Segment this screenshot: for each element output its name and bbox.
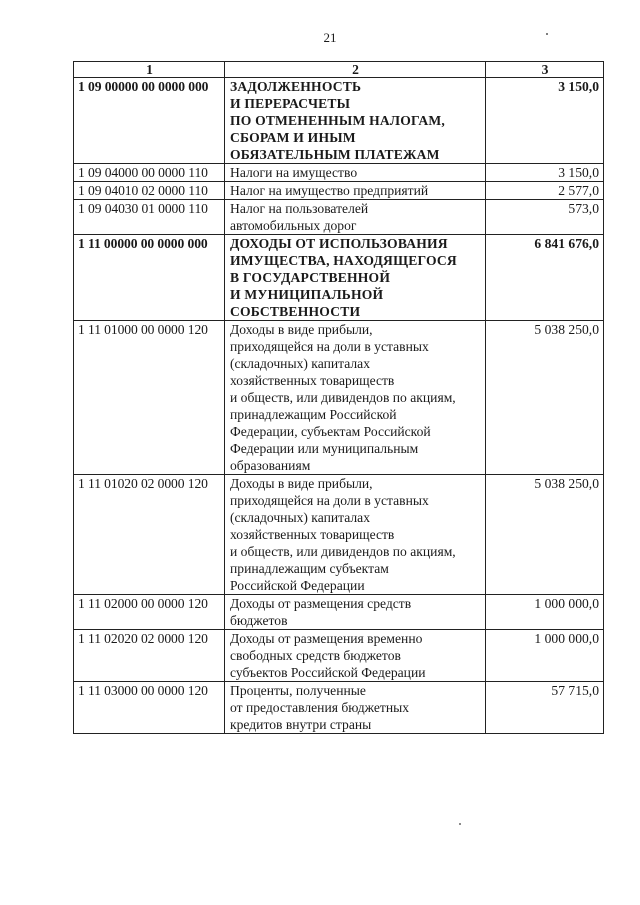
budget-classification-code: 1 09 00000 00 0000 000	[74, 78, 225, 164]
table-row	[74, 182, 604, 200]
revenue-name-line: В ГОСУДАРСТВЕННОЙ	[230, 270, 391, 285]
revenue-name-line: автомобильных дорог	[230, 218, 357, 233]
revenue-name	[225, 78, 486, 164]
revenue-name-line: Доходы в виде прибыли,	[230, 476, 373, 491]
revenue-name-line: приходящейся на доли в уставных	[230, 493, 429, 508]
budget-revenue-table	[73, 61, 604, 734]
revenue-name-line: ИМУЩЕСТВА, НАХОДЯЩЕГОСЯ	[230, 253, 457, 268]
revenue-amount: 5 038 250,0	[486, 321, 604, 475]
revenue-amount: 57 715,0	[486, 682, 604, 734]
column-header-sum: 3	[486, 62, 604, 78]
revenue-name-line: ПО ОТМЕНЕННЫМ НАЛОГАМ,	[230, 113, 445, 128]
revenue-name-line: принадлежащим субъектам	[230, 561, 389, 576]
revenue-amount: 6 841 676,0	[486, 235, 604, 321]
revenue-name-line: Налог на имущество предприятий	[230, 183, 429, 198]
table-row	[74, 235, 604, 321]
revenue-name-line: Налоги на имущество	[230, 165, 358, 180]
page-number: 21	[323, 30, 337, 45]
revenue-name	[225, 235, 486, 321]
revenue-amount: 1 000 000,0	[486, 595, 604, 630]
revenue-name-line: хозяйственных товариществ	[230, 373, 395, 388]
scan-speck	[459, 823, 461, 825]
table-row	[74, 595, 604, 630]
table-row	[74, 200, 604, 235]
revenue-name-line: свободных средств бюджетов	[230, 648, 401, 663]
revenue-name-line: Российской Федерации	[230, 578, 365, 593]
revenue-amount: 3 150,0	[486, 78, 604, 164]
revenue-name-line: (складочных) капиталах	[230, 510, 370, 525]
table-row	[74, 321, 604, 475]
revenue-name-line: СОБСТВЕННОСТИ	[230, 304, 361, 319]
revenue-name-line: и обществ, или дивидендов по акциям,	[230, 390, 456, 405]
revenue-name-line: приходящейся на доли в уставных	[230, 339, 429, 354]
revenue-name-line: (складочных) капиталах	[230, 356, 370, 371]
table-row	[74, 78, 604, 164]
revenue-name-line: Налог на пользователей	[230, 201, 369, 216]
revenue-name	[225, 475, 486, 595]
revenue-amount: 5 038 250,0	[486, 475, 604, 595]
revenue-name	[225, 182, 486, 200]
revenue-amount: 3 150,0	[486, 164, 604, 182]
revenue-name-line: И МУНИЦИПАЛЬНОЙ	[230, 287, 384, 302]
revenue-amount: 573,0	[486, 200, 604, 235]
budget-classification-code: 1 11 01000 00 0000 120	[74, 321, 225, 475]
revenue-name-line: бюджетов	[230, 613, 288, 628]
table-row	[74, 164, 604, 182]
table-row	[74, 630, 604, 682]
budget-classification-code: 1 11 02020 02 0000 120	[74, 630, 225, 682]
revenue-name	[225, 200, 486, 235]
revenue-amount: 2 577,0	[486, 182, 604, 200]
revenue-name-line: Доходы от размещения средств	[230, 596, 412, 611]
budget-classification-code: 1 09 04030 01 0000 110	[74, 200, 225, 235]
revenue-name	[225, 164, 486, 182]
budget-classification-code: 1 11 03000 00 0000 120	[74, 682, 225, 734]
table-row	[74, 475, 604, 595]
revenue-name-line: Проценты, полученные	[230, 683, 366, 698]
revenue-name-line: принадлежащим Российской	[230, 407, 397, 422]
revenue-name-line: субъектов Российской Федерации	[230, 665, 426, 680]
revenue-amount: 1 000 000,0	[486, 630, 604, 682]
budget-classification-code: 1 11 02000 00 0000 120	[74, 595, 225, 630]
column-header-code: 1	[74, 62, 225, 78]
table-row	[74, 682, 604, 734]
revenue-name-line: кредитов внутри страны	[230, 717, 372, 732]
revenue-name	[225, 595, 486, 630]
revenue-name-line: хозяйственных товариществ	[230, 527, 395, 542]
revenue-name-line: ЗАДОЛЖЕННОСТЬ	[230, 79, 362, 94]
revenue-name-line: СБОРАМ И ИНЫМ	[230, 130, 356, 145]
revenue-name	[225, 682, 486, 734]
revenue-name-line: ОБЯЗАТЕЛЬНЫМ ПЛАТЕЖАМ	[230, 147, 440, 162]
budget-classification-code: 1 09 04010 02 0000 110	[74, 182, 225, 200]
revenue-name-line: ДОХОДЫ ОТ ИСПОЛЬЗОВАНИЯ	[230, 236, 448, 251]
budget-classification-code: 1 11 00000 00 0000 000	[74, 235, 225, 321]
revenue-name-line: образованиям	[230, 458, 311, 473]
table-header-row	[74, 62, 604, 78]
revenue-name-line: Доходы от размещения временно	[230, 631, 423, 646]
table-body	[74, 78, 604, 734]
budget-classification-code: 1 09 04000 00 0000 110	[74, 164, 225, 182]
revenue-name-line: И ПЕРЕРАСЧЕТЫ	[230, 96, 351, 111]
budget-classification-code: 1 11 01020 02 0000 120	[74, 475, 225, 595]
revenue-name-line: Доходы в виде прибыли,	[230, 322, 373, 337]
revenue-name	[225, 630, 486, 682]
scan-speck	[546, 33, 548, 35]
column-header-name: 2	[225, 62, 486, 78]
revenue-name-line: Федерации, субъектам Российской	[230, 424, 431, 439]
revenue-name	[225, 321, 486, 475]
revenue-name-line: от предоставления бюджетных	[230, 700, 410, 715]
revenue-name-line: Федерации или муниципальным	[230, 441, 419, 456]
revenue-name-line: и обществ, или дивидендов по акциям,	[230, 544, 456, 559]
